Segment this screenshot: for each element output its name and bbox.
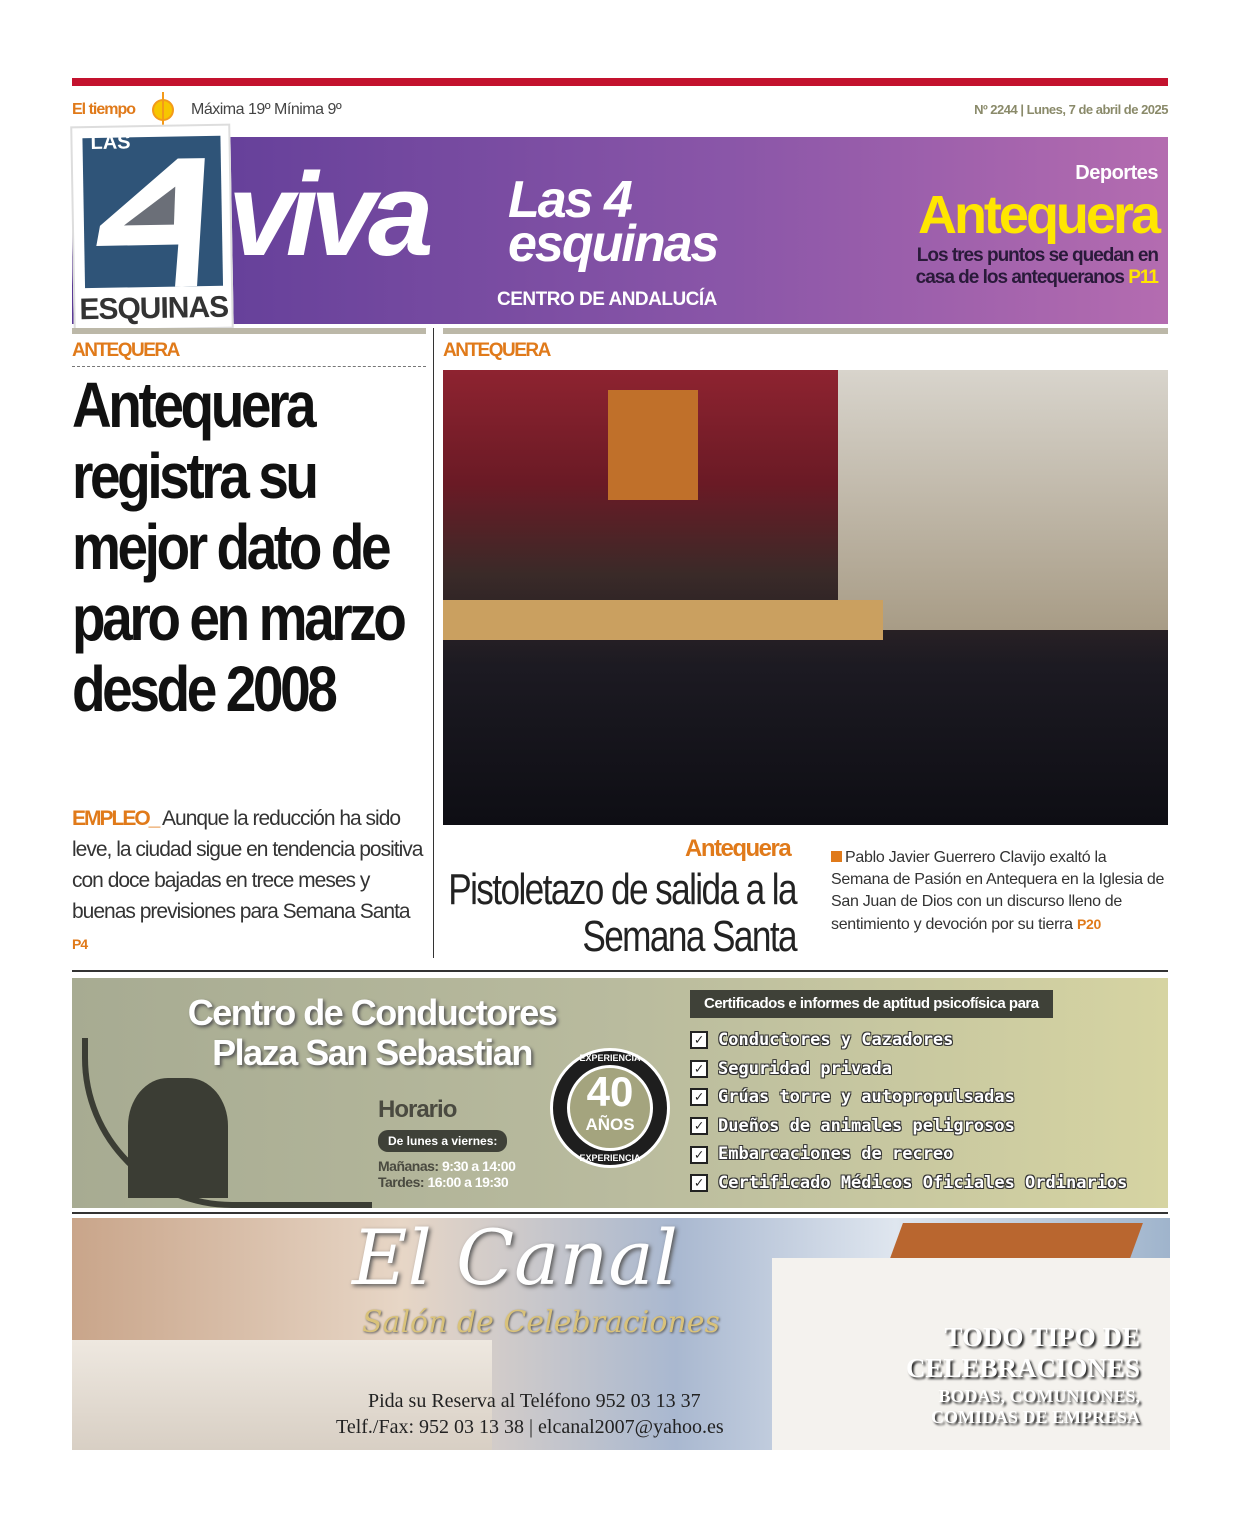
checkbox-icon: ✓ xyxy=(690,1117,708,1135)
photo-kicker: ANTEQUERA xyxy=(443,340,550,361)
masthead-las4: Las 4 xyxy=(508,171,631,229)
masthead-tagline: CENTRO DE ANDALUCÍA xyxy=(497,289,717,310)
cert-header: Certificados e informes de aptitud psicofísica para xyxy=(690,990,1053,1018)
teaser-title: Antequera xyxy=(917,185,1158,245)
dashed-divider xyxy=(72,366,426,367)
weather-label: El tiempo xyxy=(72,101,136,118)
column-divider xyxy=(433,328,434,958)
masthead-title-viva: viva xyxy=(228,149,426,281)
cert-list xyxy=(690,1026,1127,1198)
checkbox-icon: ✓ xyxy=(690,1146,708,1164)
masthead-title-las4 xyxy=(508,171,718,273)
top-red-bar xyxy=(72,78,1168,86)
issue-date: Nº 2244 | Lunes, 7 de abril de 2025 xyxy=(974,102,1168,117)
lead-headline[interactable]: Antequera registra su mejor dato de paro en marzo desde 2008 xyxy=(72,369,404,725)
cert-item: ✓ Grúas torre y autopropulsadas xyxy=(690,1083,1127,1112)
column-rule xyxy=(443,328,1168,334)
lead-summary: EMPLEO_ Aunque la reducción ha sido leve, la ciudad sigue en tendencia positiva con doce bajadas en trece meses y buenas previsiones para Semana Santa P4 xyxy=(72,807,423,952)
ad-brand: El Canal xyxy=(352,1218,678,1302)
ad-horario: Horario xyxy=(378,1096,457,1123)
teaser-text: Los tres puntos se quedan en casa de los antequeranos P11 xyxy=(915,245,1158,288)
event-photo[interactable] xyxy=(443,370,1168,825)
ad-celebrations: TODO TIPO DE CELEBRACIONES BODAS, COMUNIONES, COMIDAS DE EMPRESA xyxy=(905,1322,1140,1427)
logo-esquinas: ESQUINAS xyxy=(79,290,229,327)
weather xyxy=(72,98,341,122)
checkbox-icon: ✓ xyxy=(690,1031,708,1049)
photo-caption: Pablo Javier Guerrero Clavijo exaltó la Semana de Pasión en Antequera en la Iglesia de San Juan de Dios con un discurso lleno de sentimiento y devoción por su tierra P20 xyxy=(831,849,1165,933)
ad-title: Centro de Conductores Plaza San Sebastian xyxy=(187,992,557,1073)
ad-el-canal[interactable] xyxy=(72,1218,1170,1450)
checkbox-icon: ✓ xyxy=(690,1174,708,1192)
photo-headline[interactable]: Pistoletazo de salida a la Semana Santa xyxy=(448,865,796,961)
checkbox-icon: ✓ xyxy=(690,1060,708,1078)
ad-times: Mañanas: 9:30 a 14:00 Tardes: 16:00 a 19:30 xyxy=(378,1158,516,1190)
teaser-kicker: Deportes xyxy=(1075,162,1158,184)
cert-item: ✓ Embarcaciones de recreo xyxy=(690,1140,1127,1169)
logo-las: LAS xyxy=(90,131,131,155)
lead-kicker: ANTEQUERA xyxy=(72,340,179,361)
ad-phone: Pida su Reserva al Teléfono 952 03 13 37 xyxy=(368,1390,701,1412)
cert-item: ✓ Dueños de animales peligrosos xyxy=(690,1112,1127,1141)
column-rule xyxy=(72,328,426,334)
weather-temps: Máxima 19º Mínima 9º xyxy=(191,101,342,118)
photo-subkicker: Antequera xyxy=(685,835,791,862)
ad-fax-email: Telf./Fax: 952 03 13 38 | elcanal2007@yahoo.es xyxy=(336,1416,724,1438)
cert-item: ✓ Certificado Médicos Oficiales Ordinarios xyxy=(690,1169,1127,1198)
cert-item: ✓ Conductores y Cazadores xyxy=(690,1026,1127,1055)
logo-four-shape xyxy=(82,136,223,288)
experience-badge: EXPERIENCIA 40 AÑOS EXPERIENCIA xyxy=(550,1048,670,1168)
section-rule xyxy=(72,970,1168,972)
section-rule xyxy=(72,1212,1168,1214)
ad-days: De lunes a viernes: xyxy=(378,1130,507,1152)
sports-teaser[interactable] xyxy=(898,162,1158,289)
cert-item: ✓ Seguridad privada xyxy=(690,1055,1127,1084)
sun-icon xyxy=(145,92,181,128)
ad-centro-conductores[interactable] xyxy=(72,978,1168,1208)
ad-subtitle: Salón de Celebraciones xyxy=(362,1305,720,1340)
checkbox-icon: ✓ xyxy=(690,1088,708,1106)
logo[interactable] xyxy=(70,124,234,332)
masthead-esquinas: esquinas xyxy=(508,215,718,273)
